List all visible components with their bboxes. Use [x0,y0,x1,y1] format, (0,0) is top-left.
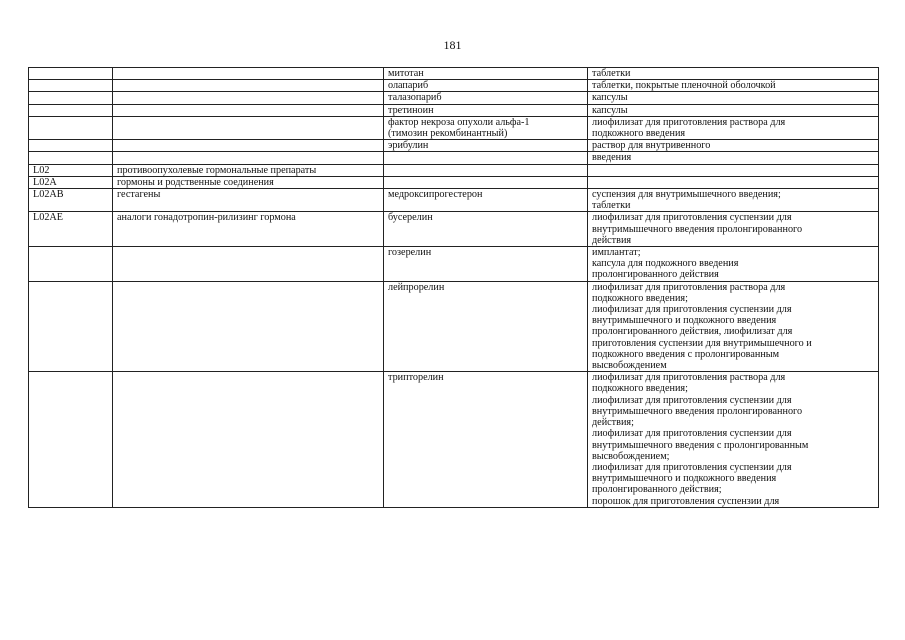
drug-name-cell: третиноин [384,104,588,116]
dosage-form-cell: таблетки, покрытые пленочной оболочкой [588,80,879,92]
dosage-form-cell [588,176,879,188]
table-row [29,116,879,139]
dosage-form-cell: раствор для внутривенного [588,140,879,152]
drug-group-cell: противоопухолевые гормональные препараты [113,164,384,176]
drug-name-cell: бусерелин [384,212,588,247]
page-number: 181 [443,38,462,52]
drug-name-cell: эрибулин [384,140,588,152]
drug-name-cell: талазопариб [384,92,588,104]
table-row [29,140,879,152]
drug-name-cell: медроксипрогестерон [384,189,588,212]
drug-name-cell: олапариб [384,80,588,92]
table-row [29,189,879,212]
table-row [29,92,879,104]
drug-group-cell [113,152,384,164]
table-row [29,176,879,188]
drug-group-cell [113,92,384,104]
drug-name-cell: фактор некроза опухоли альфа-1 (тимозин рекомбинантный) [384,116,588,139]
table-row [29,80,879,92]
atc-code-cell [29,140,113,152]
table-row [29,281,879,372]
drug-name-cell: трипторелин [384,372,588,507]
table-row [29,372,879,507]
drug-table [28,67,879,508]
atc-code-cell: L02AB [29,189,113,212]
atc-code-cell [29,247,113,282]
dosage-form-cell: капсулы [588,92,879,104]
drug-group-cell [113,68,384,80]
dosage-form-cell: лиофилизат для приготовления суспензии для внутримышечного введения пролонгированного действия [588,212,879,247]
dosage-form-cell: лиофилизат для приготовления раствора для подкожного введения [588,116,879,139]
drug-group-cell [113,372,384,507]
dosage-form-cell: лиофилизат для приготовления раствора для подкожного введения; лиофилизат для приготовления суспензии для внутримышечного введения пролонгированного действия; лиофилизат для приготовления суспензии для внутримышечного введения с пролонгированным высвобождением; лиофилизат для приготовления суспензии для внутримышечного и подкожного введения пролонгированного действия; порошок для приготовления суспензии для [588,372,879,507]
dosage-form-cell: таблетки [588,68,879,80]
drug-group-cell [113,80,384,92]
drug-name-cell [384,152,588,164]
drug-group-cell: гестагены [113,189,384,212]
drug-group-cell [113,116,384,139]
drug-name-cell: лейпрорелин [384,281,588,372]
table-row [29,152,879,164]
dosage-form-cell: введения [588,152,879,164]
atc-code-cell [29,104,113,116]
drug-group-cell [113,140,384,152]
atc-code-cell: L02 [29,164,113,176]
atc-code-cell [29,80,113,92]
drug-group-cell [113,247,384,282]
drug-group-cell: аналоги гонадотропин-рилизинг гормона [113,212,384,247]
drug-group-cell [113,281,384,372]
atc-code-cell: L02AE [29,212,113,247]
drug-name-cell: митотан [384,68,588,80]
table-row [29,104,879,116]
drug-group-cell: гормоны и родственные соединения [113,176,384,188]
table-row [29,212,879,247]
table-row [29,164,879,176]
atc-code-cell: L02A [29,176,113,188]
atc-code-cell [29,116,113,139]
dosage-form-cell: лиофилизат для приготовления раствора для подкожного введения; лиофилизат для приготовления суспензии для внутримышечного и подкожного введения пролонгированного действия, лиофилизат для приготовления суспензии для внутримышечного и подкожного введения с пролонгированным высвобождением [588,281,879,372]
dosage-form-cell: капсулы [588,104,879,116]
atc-code-cell [29,68,113,80]
dosage-form-cell [588,164,879,176]
atc-code-cell [29,92,113,104]
atc-code-cell [29,281,113,372]
dosage-form-cell: имплантат; капсула для подкожного введения пролонгированного действия [588,247,879,282]
drug-name-cell [384,164,588,176]
atc-code-cell [29,372,113,507]
table-row [29,247,879,282]
table-row [29,68,879,80]
drug-name-cell: гозерелин [384,247,588,282]
drug-name-cell [384,176,588,188]
atc-code-cell [29,152,113,164]
drug-group-cell [113,104,384,116]
table-body [29,68,879,508]
dosage-form-cell: суспензия для внутримышечного введения; таблетки [588,189,879,212]
